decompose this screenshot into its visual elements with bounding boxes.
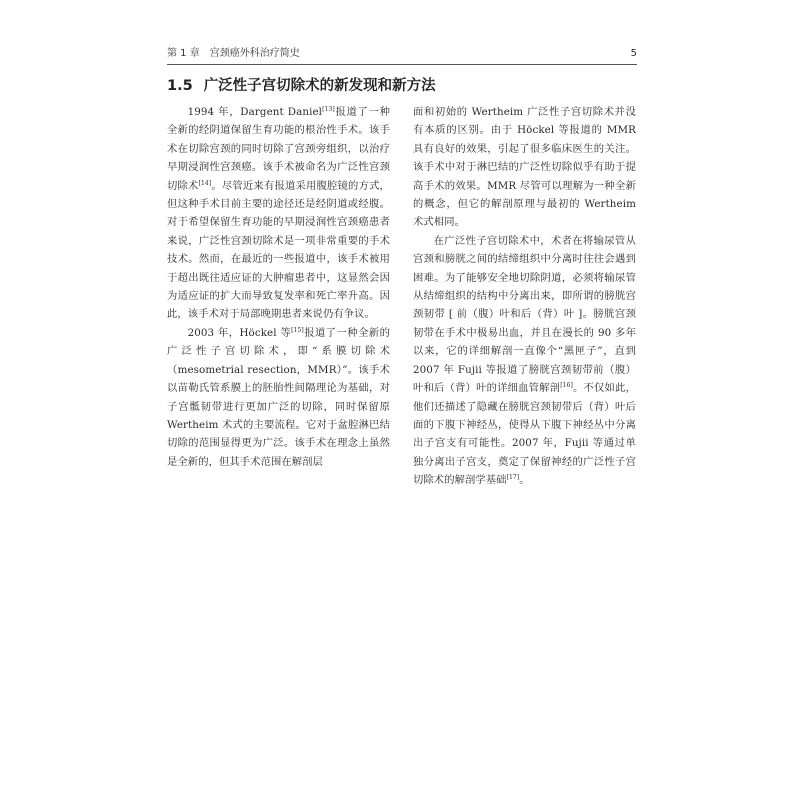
section-heading bbox=[167, 74, 436, 95]
citation-ref: [14] bbox=[198, 179, 212, 187]
citation-ref: [13] bbox=[322, 106, 335, 113]
section-number: 1.5 bbox=[167, 78, 193, 94]
paragraph-text: 在广泛性子宫切除术中，术者在将输尿管从宫颈和膀胱之间的结缔组织中分离时往往会遇到困难。为了能够安全地切除阴道，必须将输尿管从结缔组织的结构中分离出来，即所谓的膀胱宫颈韧带 [ 前（腹）叶和后（背）叶 ]。膀胱宫颈韧带在手术中极易出血，并且在漫长的 90 多年以来，它的详细解剖一直像个“黑匣子”，直到 2007 年 Fujii 等报道了膀胱宫颈韧带前（腹）叶和后（背）叶的详细血管解剖 bbox=[413, 234, 636, 395]
section-title: 广泛性子宫切除术的新发现和新方法 bbox=[203, 78, 436, 94]
citation-ref: [17] bbox=[506, 474, 520, 482]
left-column bbox=[167, 103, 390, 471]
chapter-title: 第 1 章 宫颈癌外科治疗简史 bbox=[167, 48, 300, 59]
paragraph-text: 报道了一种全新的广泛性子宫切除术，即“系膜切除术（mesometrial resection，MMR）”。该手术以苗勒氏管系膜上的胚胎性间隔理论为基础，对子宫骶韧带进行更加广泛的切除，同时保留原 Wertheim 术式的主要流程。它对于盆腔淋巴结切除的范围显得更为广泛。该手术在理念上虽然是全新的，但其手术范围在解剖层 bbox=[167, 326, 390, 468]
paragraph-dargent bbox=[167, 103, 390, 324]
paragraph-text: 报道了一种全新的经阴道保留生育功能的根治性手术。该手术在切除宫颈的同时切除了宫颈旁组织，以治疗早期浸润性宫颈癌。该手术被命名为广泛性宫颈切除术 bbox=[167, 106, 390, 192]
header-rule bbox=[167, 64, 637, 65]
paragraph-text: 。不仅如此，他们还描述了隐藏在膀胱宫颈韧带后（背）叶后面的下腹下神经丛，使得从下腹下神经丛中分离出子宫支有可能性。2007 年，Fujii 等通过单独分离出子宫支，奠定了保留神经的广泛性子宫切除术的解剖学基础 bbox=[413, 382, 636, 487]
paragraph-text: 2003 年，Höckel 等 bbox=[187, 326, 292, 339]
paragraph-continuation bbox=[413, 103, 636, 232]
citation-ref: [16] bbox=[560, 382, 573, 390]
citation-ref: [15] bbox=[291, 326, 304, 334]
paragraph-text: 。 bbox=[519, 474, 530, 487]
paragraph-text: 面和初始的 Wertheim 广泛性子宫切除术并没有本质的区别。由于 Höckel 等报道的 MMR 具有良好的效果，引起了很多临床医生的关注。该手术中对于淋巴结的广泛性切除似乎有助于提高手术的效果。MMR 尽管可以理解为一种全新的概念，但它的解剖原理与最初的 Wertheim 术式相同。 bbox=[413, 106, 636, 229]
paragraph-hockel bbox=[167, 324, 390, 471]
page-number: 5 bbox=[630, 48, 637, 59]
right-column bbox=[413, 103, 636, 490]
paragraph-text: 。尽管近来有报道采用腹腔镜的方式，但这种手术目前主要的途径还是经阴道或经腹。对于希望保留生育功能的早期浸润性宫颈癌患者来说，广泛性宫颈切除术是一项非常重要的手术技术。然而，在最近的一些报道中，该手术被用于超出既往适应证的大肿瘤患者中，这显然会因为适应证的扩大而导致复发率和死亡率升高。因此，该手术对于局部晚期患者来说仍有争议。 bbox=[167, 179, 390, 321]
paragraph-text: 1994 年，Dargent Daniel bbox=[187, 106, 323, 118]
paragraph-fujii bbox=[413, 232, 636, 490]
running-header bbox=[167, 44, 637, 59]
